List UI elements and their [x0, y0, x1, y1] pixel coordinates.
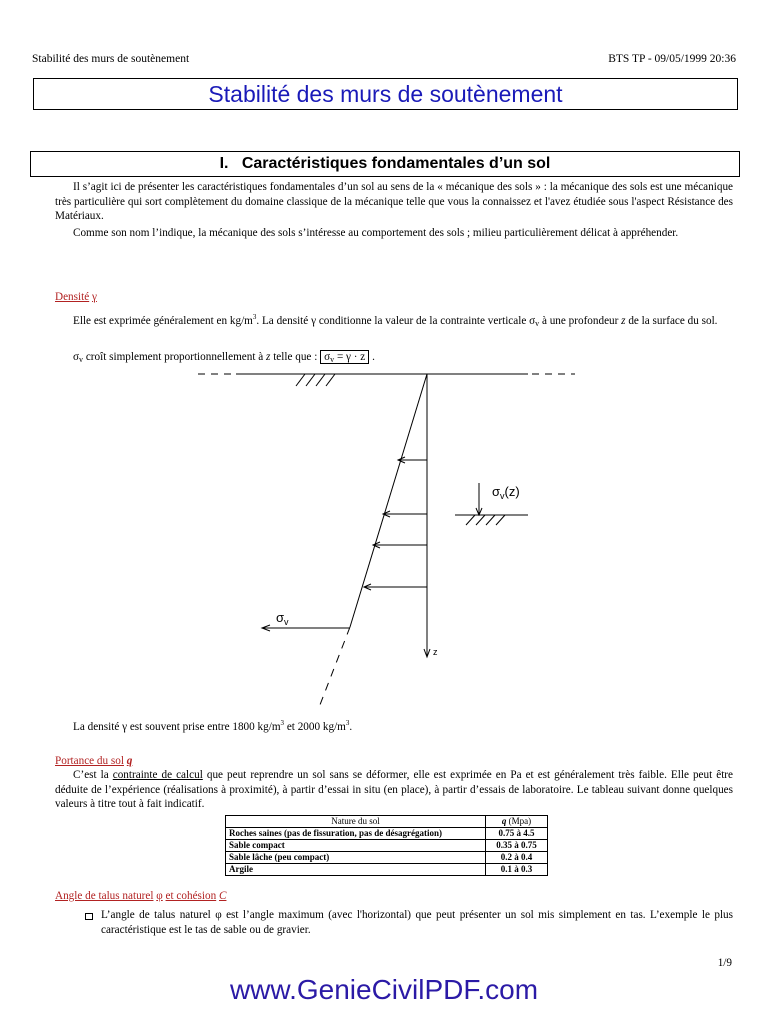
table-cell: 0.1 à 0.3 [486, 864, 548, 876]
element-hatching [466, 515, 505, 525]
text-run: est souvent prise entre 1800 [129, 721, 255, 733]
formula-box [320, 350, 369, 364]
densite-paragraph-1 [55, 313, 733, 329]
table-row [226, 840, 548, 852]
table-header-q [486, 816, 548, 828]
sigma-v-label: $\sigma_v$ [276, 610, 289, 627]
text-run: est l’angle maximum (avec l'horizontal) que peut présenter un sol mis simplement en tas. L’exemple le plus caractéristique est le tas de sable ou de gravier. [101, 909, 733, 936]
text-run: . [349, 721, 353, 733]
table-header-row [226, 816, 548, 828]
text-run: . [372, 351, 375, 363]
text-run: C’est la [73, 769, 109, 781]
page-title-box [33, 78, 738, 110]
q-symbol: q [126, 755, 133, 767]
sigma-subscript: v [330, 355, 335, 364]
table-cell: Roches saines (pas de fissuration, pas de désagrégation) [226, 828, 486, 840]
text-run: telle que : [273, 351, 318, 363]
unit-exponent: 3 [280, 719, 285, 727]
formula-text: = γ · z [334, 351, 366, 363]
z-axis-label: z [433, 647, 438, 657]
sigma-symbol: σ [324, 351, 331, 363]
page-title: Stabilité des murs de soutènement [208, 81, 563, 107]
z-symbol: z [621, 315, 626, 327]
text-run: Elle est exprimée généralement en [73, 315, 228, 327]
soil-table [225, 815, 548, 876]
q-symbol: q [501, 816, 507, 826]
unit-kgm: kg/m [229, 315, 253, 327]
densite-paragraph-2 [73, 350, 375, 365]
intro-paragraph-1: Il s’agit ici de présenter les caractéristiques fondamentales d’un sol au sens de la « mécanique des sols » : la mécanique des sols est une mécanique très particulière qui sort complètement du domaine classique de la mécanique telle que vous la connaissez et l'avez étudiée sous l'aspect Résistance des Matériaux. [55, 181, 733, 223]
portance-paragraph [55, 768, 733, 812]
unit-exponent: 3 [252, 313, 257, 321]
unit-kgm: kg/m [322, 721, 346, 733]
text-run: L’angle de talus naturel [101, 909, 211, 921]
angle-heading-text: Angle de talus naturel [55, 890, 154, 902]
gamma-symbol: γ [91, 291, 97, 303]
densite-heading [55, 290, 97, 305]
ground-hatching [296, 374, 335, 386]
section-heading [30, 151, 740, 177]
text-run: à une profondeur [541, 315, 619, 327]
sigma-subscript: v [535, 319, 540, 328]
footer-website-link[interactable]: www.GenieCivilPDF.com [229, 974, 539, 1005]
table-cell: Sable compact [226, 840, 486, 852]
intro-paragraph-2: Comme son nom l’indique, la mécanique des sols s’intéresse au comportement des sols ; milieu particulièrement délicat à appréhender. [73, 227, 679, 239]
table-cell: Sable lâche (peu compact) [226, 852, 486, 864]
text-run: . La densité [256, 315, 309, 327]
stress-envelope-dashed [318, 627, 350, 710]
phi-symbol: φ [156, 890, 163, 902]
text-run: de la surface du sol. [628, 315, 718, 327]
text-run: conditionne la valeur de la contrainte verticale [318, 315, 527, 327]
densite-paragraph-3 [73, 719, 352, 735]
running-header-left: Stabilité des murs de soutènement [32, 53, 190, 65]
angle-heading-text-2: et cohésion [165, 890, 217, 902]
table-row [226, 852, 548, 864]
gamma-symbol: γ [311, 315, 317, 327]
stress-diagram [0, 365, 768, 715]
unit-exponent: 3 [345, 719, 350, 727]
table-header-nature: Nature du sol [226, 816, 486, 828]
table-cell: 0.75 à 4.5 [486, 828, 548, 840]
stress-envelope [350, 374, 427, 627]
table-row [226, 828, 548, 840]
densite-heading-text: Densité [55, 291, 90, 303]
unit-kgm: kg/m [257, 721, 281, 733]
running-header-right: BTS TP - 09/05/1999 20:36 [608, 53, 736, 65]
gamma-symbol: γ [122, 721, 128, 733]
page-number: 1/9 [717, 957, 732, 969]
q-unit: (Mpa) [506, 816, 532, 826]
portance-heading-text: Portance du sol [55, 755, 124, 767]
z-symbol: z [266, 351, 271, 363]
sigma-symbol: σ [73, 351, 80, 363]
c-symbol: C [218, 890, 227, 902]
sigma-symbol: σ [529, 315, 536, 327]
sigma-subscript: v [79, 355, 84, 364]
portance-heading [55, 754, 132, 769]
phi-symbol: φ [215, 909, 222, 921]
table-row [226, 864, 548, 876]
table-cell: 0.35 à 0.75 [486, 840, 548, 852]
text-run: et 2000 [286, 721, 321, 733]
angle-heading [55, 889, 226, 904]
contrainte-de-calcul-term: contrainte de calcul [112, 769, 203, 781]
table-cell: 0.2 à 0.4 [486, 852, 548, 864]
text-run: croît simplement proportionnellement à [85, 351, 264, 363]
bullet-square-icon [84, 912, 93, 921]
sigma-z-label: $\sigma_v(z)$ [492, 484, 520, 501]
section-number: I. [219, 155, 229, 172]
text-run: La densité [73, 721, 120, 733]
angle-bullet-text [101, 908, 733, 937]
table-cell: Argile [226, 864, 486, 876]
section-title: Caractéristiques fondamentales d’un sol [241, 155, 551, 172]
text-run: que peut reprendre un sol sans se déformer, elle est exprimée en Pa et est généralement très faible. Elle peut être déduite de l’expérience (réalisations à proximité), à partir d’essai in situ (en place), à partir d’essais de laboratoire. Le tableau suivant donne quelques valeurs à titre tout à fait indicatif. [55, 769, 733, 811]
